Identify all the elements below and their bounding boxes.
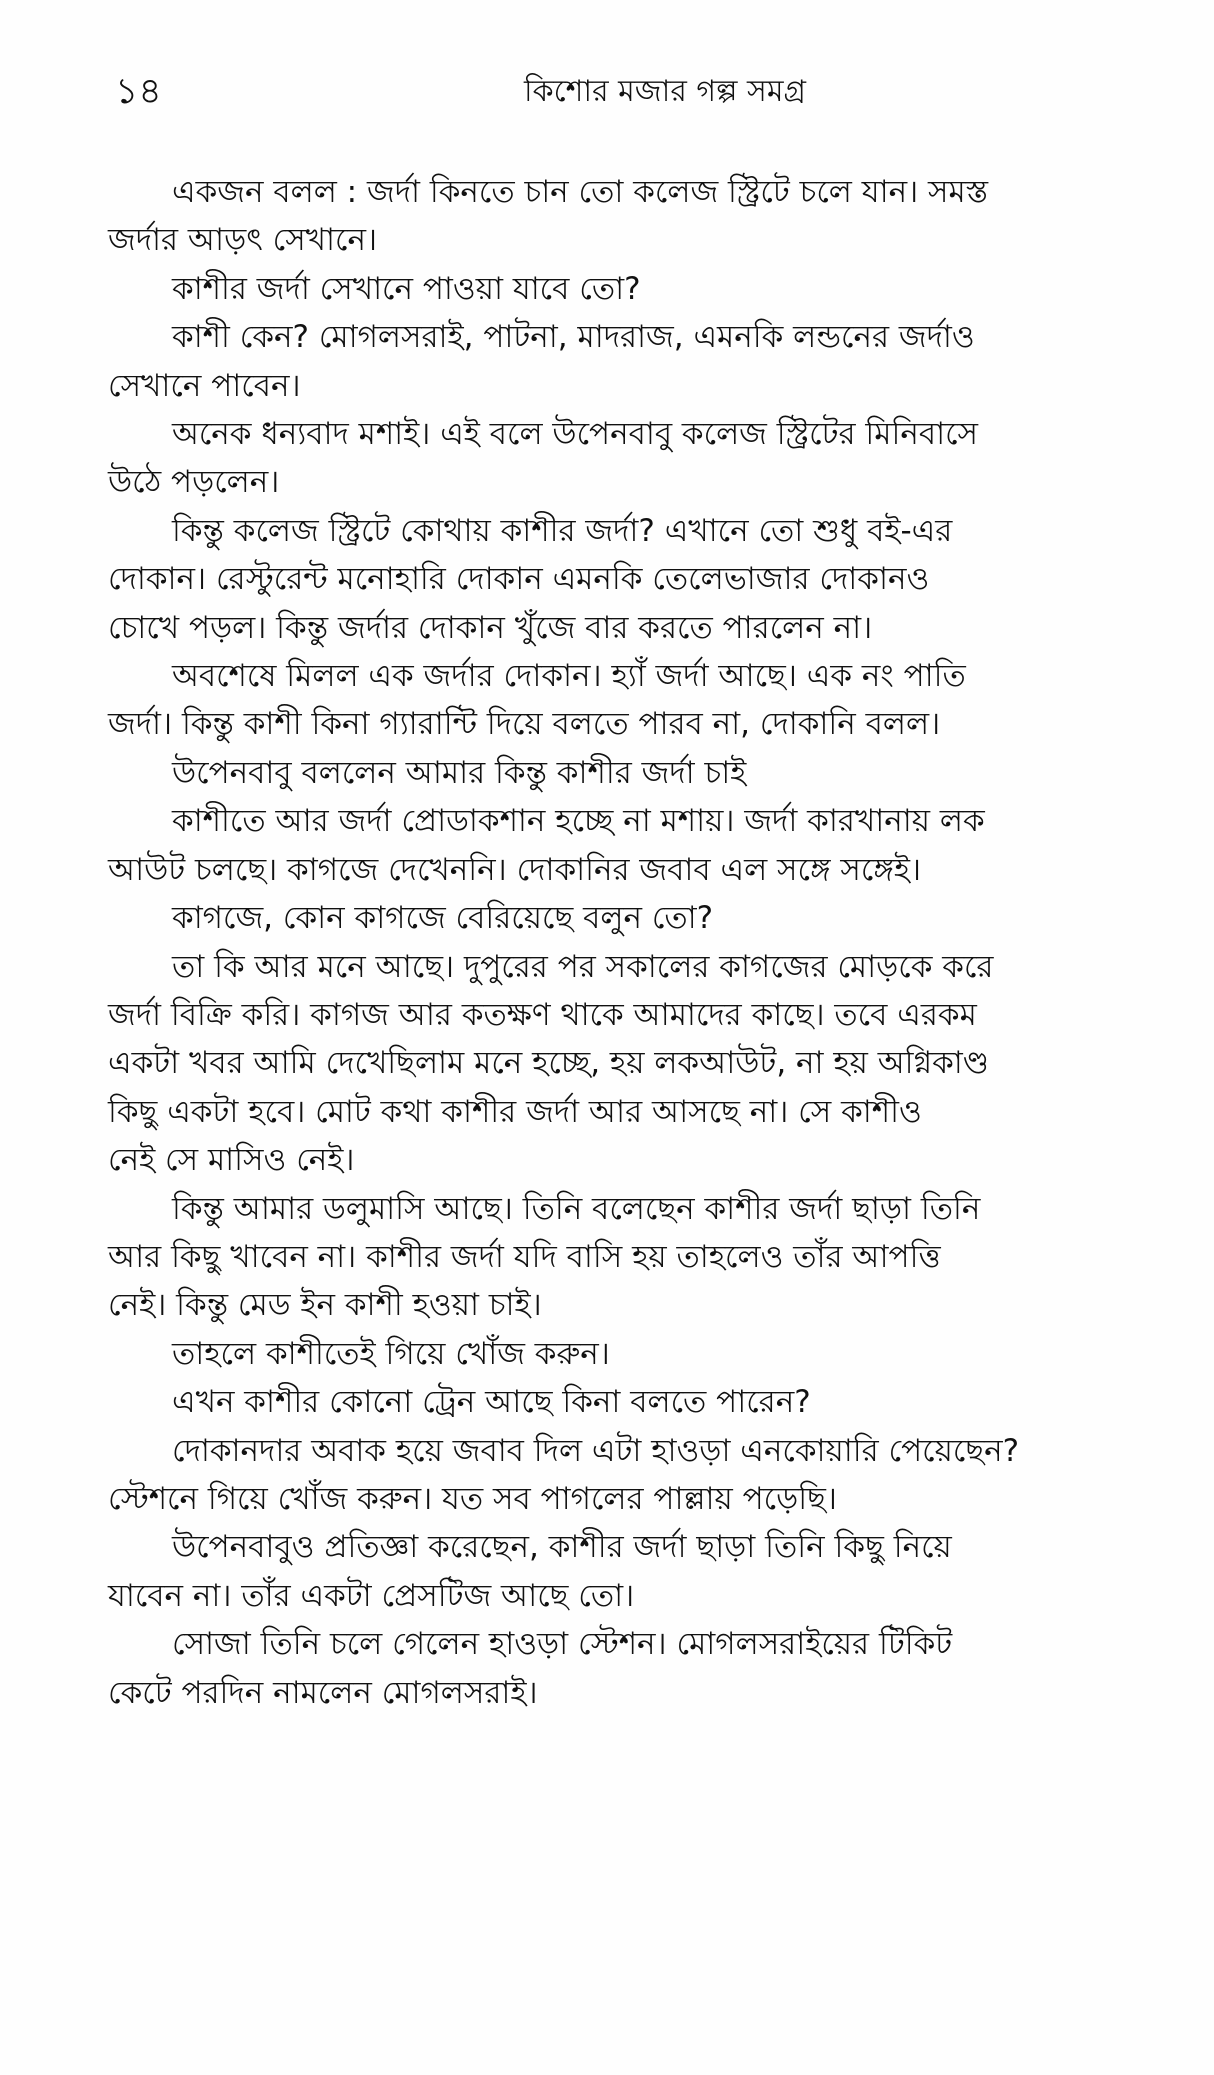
text-line: কিছু একটা হবে। মোট কথা কাশীর জর্দা আর আসছে না। সে কাশীও [108,1093,922,1130]
text-line: আউট চলছে। কাগজে দেখেননি। দোকানির জবাব এল সঙ্গে সঙ্গেই। [108,851,922,888]
text-line: নেই। কিন্তু মেড ইন কাশী হওয়া চাই। [108,1287,542,1324]
text-line: স্টেশনে গিয়ে খোঁজ করুন। যত সব পাগলের পাল্লায় পড়েছি। [108,1480,837,1517]
text-line: উপেনবাবু বললেন আমার কিন্তু কাশীর জর্দা চাই [172,754,747,791]
paragraph [108,1378,1163,1426]
text-line: কাগজে, কোন কাগজে বেরিয়েছে বলুন তো? [172,900,714,937]
text-line: অনেক ধন্যবাদ মশাই। এই বলে উপেনবাবু কলেজ স্ট্রিটের মিনিবাসে [172,416,979,453]
text-line: কাশীতে আর জর্দা প্রোডাকশান হচ্ছে না মশায়। জর্দা কারখানায় লক [172,803,985,840]
text-line: তাহলে কাশীতেই গিয়ে খোঁজ করুন। [172,1335,610,1372]
paragraph [108,797,1163,894]
paragraph [108,943,1163,1185]
text-line: উঠে পড়লেন। [108,464,280,501]
paragraph [108,1620,1163,1717]
text-line: কিন্তু কলেজ স্ট্রিটে কোথায় কাশীর জর্দা? এখানে তো শুধু বই-এর [172,512,953,549]
paragraph [108,1330,1163,1378]
text-line: একজন বলল : জর্দা কিনতে চান তো কলেজ স্ট্রিটে চলে যান। সমস্ত [172,174,989,210]
text-line: জর্দা। কিন্তু কাশী কিনা গ্যারান্টি দিয়ে বলতে পারব না, দোকানি বলল। [108,706,941,743]
text-line: এখন কাশীর কোনো ট্রেন আছে কিনা বলতে পারেন? [172,1384,811,1421]
paragraph [108,507,1163,652]
paragraph [108,749,1163,797]
text-line: আর কিছু খাবেন না। কাশীর জর্দা যদি বাসি হয় তাহলেও তাঁর আপত্তি [108,1238,941,1275]
text-line: জর্দা বিক্রি করি। কাগজ আর কতক্ষণ থাকে আমাদের কাছে। তবে এরকম [108,996,977,1033]
page-header [115,70,1115,120]
text-line: অবশেষে মিলল এক জর্দার দোকান। হ্যাঁ জর্দা আছে। এক নং পাতি [172,658,966,695]
paragraph [108,1427,1163,1524]
text-line: তা কি আর মনে আছে। দুপুরের পর সকালের কাগজের মোড়কে করে [172,948,994,985]
story-body [108,168,1163,1717]
page-number: ১৪ [115,71,162,112]
text-line: কিন্তু আমার ডলুমাসি আছে। তিনি বলেছেন কাশীর জর্দা ছাড়া তিনি [172,1190,981,1227]
paragraph [108,265,1163,313]
text-line: সোজা তিনি চলে গেলেন হাওড়া স্টেশন। মোগলসরাইয়ের টিকিট [172,1626,953,1663]
text-line: দোকানদার অবাক হয়ে জবাব দিল এটা হাওড়া এনকোয়ারি পেয়েছেন? [172,1432,1020,1469]
paragraph [108,1185,1163,1330]
text-line: নেই সে মাসিও নেই। [108,1142,355,1179]
text-line: সেখানে পাবেন। [108,367,301,404]
paragraph [108,894,1163,942]
paragraph [108,168,1163,265]
text-line: দোকান। রেস্টুরেন্ট মনোহারি দোকান এমনকি তেলেভাজার দোকানও [108,561,930,598]
text-line: একটা খবর আমি দেখেছিলাম মনে হচ্ছে, হয় লকআউট, না হয় অগ্নিকাণ্ড [108,1045,990,1082]
text-line: উপেনবাবুও প্রতিজ্ঞা করেছেন, কাশীর জর্দা ছাড়া তিনি কিছু নিয়ে [172,1529,952,1566]
text-line: যাবেন না। তাঁর একটা প্রেসটিজ আছে তো। [108,1577,635,1614]
running-title: কিশোর মজার গল্প সমগ্র [524,74,806,109]
paragraph [108,410,1163,507]
paragraph [108,1523,1163,1620]
text-line: কাশী কেন? মোগলসরাই, পাটনা, মাদরাজ, এমনকি লন্ডনের জর্দাও [172,319,975,356]
paragraph [108,652,1163,749]
text-line: জর্দার আড়ৎ সেখানে। [108,222,378,259]
text-line: কাশীর জর্দা সেখানে পাওয়া যাবে তো? [172,270,641,307]
text-line: কেটে পরদিন নামলেন মোগলসরাই। [108,1674,538,1711]
paragraph [108,313,1163,410]
text-line: চোখে পড়ল। কিন্তু জর্দার দোকান খুঁজে বার করতে পারলেন না। [108,609,873,646]
